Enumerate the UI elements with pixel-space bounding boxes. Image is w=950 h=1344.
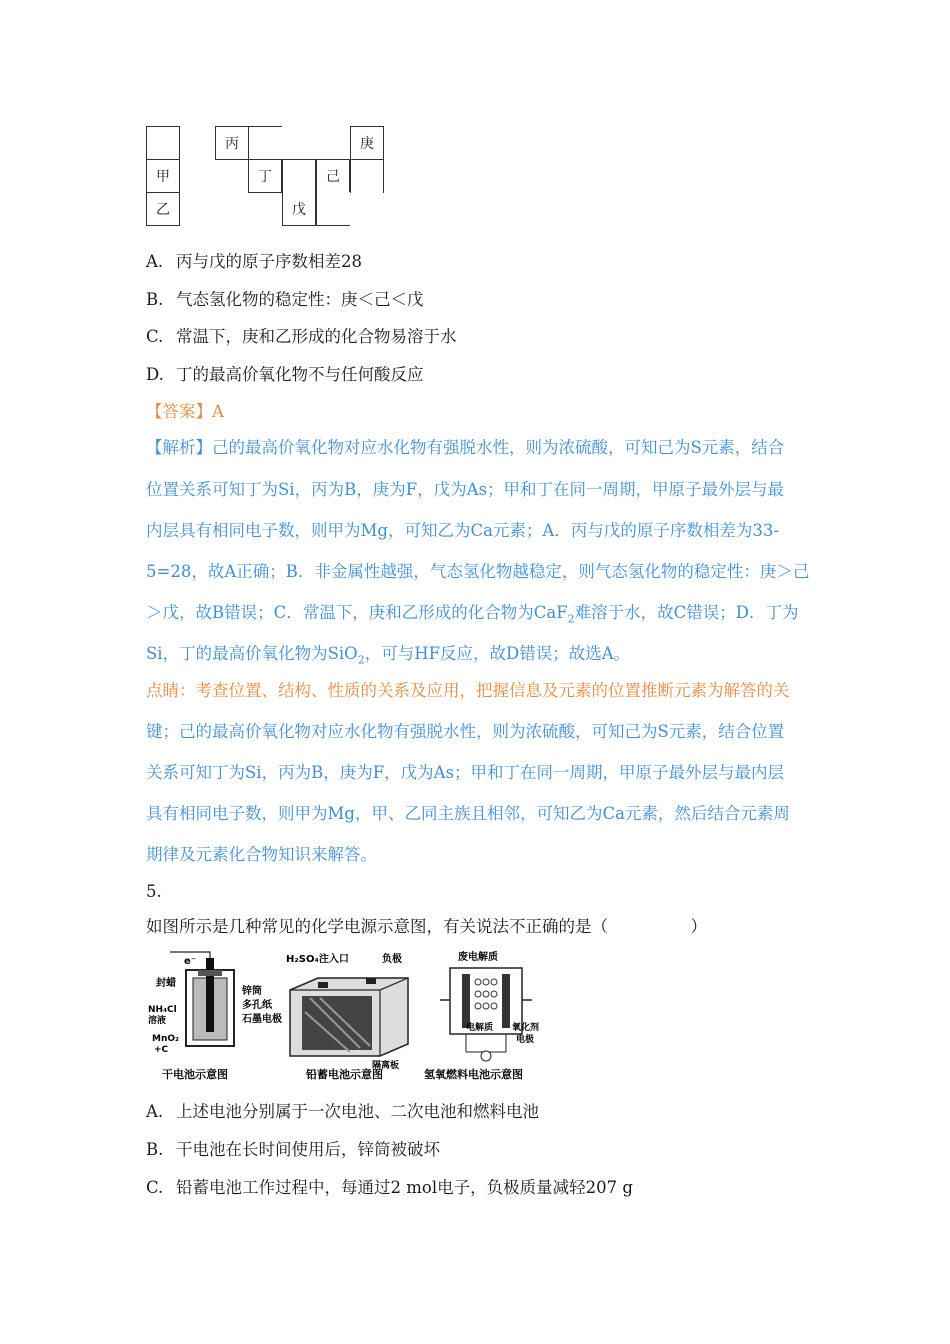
answer-tag: 【答案】 — [146, 402, 212, 421]
q4-option-a: A. 丙与戊的原子序数相差28 — [146, 252, 362, 271]
table-cell-empty — [282, 159, 316, 193]
dry-graphite-label: 石墨电极 — [242, 1014, 282, 1025]
fuel-oxidant-label: 氧化剂 — [512, 1023, 540, 1033]
answer-line — [146, 400, 224, 424]
table-cell-ji: 己 — [316, 159, 350, 193]
q5-stem: 如图所示是几种常见的化学电源示意图，有关说法不正确的是（ ） — [146, 917, 707, 936]
analysis-tag: 【解析】 — [146, 438, 212, 457]
comment-line-2: 键；己的最高价氧化物对应水化物有强脱水性，则为浓硫酸，可知己为S元素，结合位置 — [146, 722, 785, 741]
lead-separator-label: 隔离板 — [372, 1061, 400, 1071]
table-cell-empty — [146, 126, 180, 160]
q4-option-b: B. 气态氢化物的稳定性：庚＜己＜戊 — [146, 290, 424, 309]
comment-line-3: 关系可知丁为Si，丙为B，庚为F，戊为As；甲和丁在同一周期，甲原子最外层与最内层 — [146, 763, 785, 782]
table-cell-empty — [316, 192, 350, 226]
fuel-electrolyte-label: 电解质 — [466, 1023, 494, 1033]
comment-line-4: 具有相同电子数，则甲为Mg，甲、乙同主族且相邻，可知乙为Ca元素，然后结合元素周 — [146, 804, 790, 823]
dry-cell-diagram — [148, 952, 282, 1081]
table-cell-ding: 丁 — [248, 159, 282, 193]
answer-value: A — [212, 402, 224, 421]
q4-option-d: D. 丁的最高价氧化物不与任何酸反应 — [146, 365, 424, 384]
table-cell-wu: 戊 — [282, 192, 316, 226]
q5-option-b: B. 干电池在长时间使用后，锌筒被破坏 — [146, 1140, 440, 1159]
table-cell-geng: 庚 — [350, 126, 384, 160]
dry-c-label: +C — [154, 1045, 169, 1055]
analysis-line-3: 内层具有相同电子数，则甲为Mg，可知乙为Ca元素；A．丙与戊的原子序数相差为33- — [146, 521, 779, 540]
comment-line-5: 期律及元素化合物知识来解答。 — [146, 845, 377, 864]
q4-option-c: C. 常温下，庚和乙形成的化合物易溶于水 — [146, 327, 457, 346]
dry-solution-label: 溶液 — [148, 1016, 167, 1026]
comment-line-1: 点睛：考查位置、结构、性质的关系及应用，把握信息及元素的位置推断元素为解答的关 — [146, 681, 790, 700]
battery-diagrams-figure — [140, 948, 560, 1088]
q5-number: 5. — [146, 882, 162, 901]
table-cell-empty — [350, 159, 384, 193]
analysis-line-4: 5=28，故A正确；B．非金属性越强，气态氢化物越稳定，则气态氢化物的稳定性：庚＞己 — [146, 562, 810, 581]
analysis-line-1: 【解析】己的最高价氧化物对应水化物有强脱水性，则为浓硫酸，可知己为S元素，结合 — [146, 438, 785, 457]
dry-zinc-label: 锌筒 — [242, 986, 262, 997]
fuel-cell-diagram — [424, 950, 539, 1081]
dry-paper-label: 多孔纸 — [242, 1000, 272, 1011]
lead-inlet-label: H₂SO₄注入口 — [286, 954, 349, 965]
dry-electron-label: e⁻ — [184, 956, 197, 967]
dry-cell-caption: 干电池示意图 — [162, 1068, 228, 1081]
analysis-line-6: Si，丁的最高价氧化物为SiO$_2$，可与HF反应，故D错误；故选A。 — [146, 644, 631, 667]
table-cell-jia: 甲 — [146, 159, 180, 193]
fuel-waste-label: 废电解质 — [458, 952, 498, 963]
dry-nh4cl-label: NH₄Cl — [148, 1005, 177, 1015]
table-cell-yi: 乙 — [146, 192, 180, 226]
analysis-line-2: 位置关系可知丁为Si，丙为B，庚为F，戊为As；甲和丁在同一周期，甲原子最外层与最 — [146, 480, 785, 499]
fuel-electrode-label: 电极 — [516, 1035, 535, 1045]
dry-mno2-label: MnO₂ — [152, 1034, 179, 1044]
q5-option-c: C. 铅蓄电池工作过程中，每通过2 mol电子，负极质量减轻207 g — [146, 1178, 633, 1197]
lead-acid-diagram — [286, 952, 408, 1081]
table-cell-empty — [248, 126, 282, 160]
fuel-caption: 氢氧燃料电池示意图 — [424, 1068, 523, 1081]
table-cell-bing: 丙 — [215, 126, 249, 160]
lead-caption: 铅蓄电池示意图 — [306, 1068, 383, 1081]
lead-negative-label: 负极 — [382, 954, 402, 965]
dry-seal-label: 封蜡 — [156, 978, 176, 989]
analysis-line-5: ＞戊，故B错误；C．常温下，庚和乙形成的化合物为CaF$_2$难溶于水，故C错误；D．丁为 — [146, 603, 799, 626]
q5-option-a: A. 上述电池分别属于一次电池、二次电池和燃料电池 — [146, 1102, 539, 1121]
